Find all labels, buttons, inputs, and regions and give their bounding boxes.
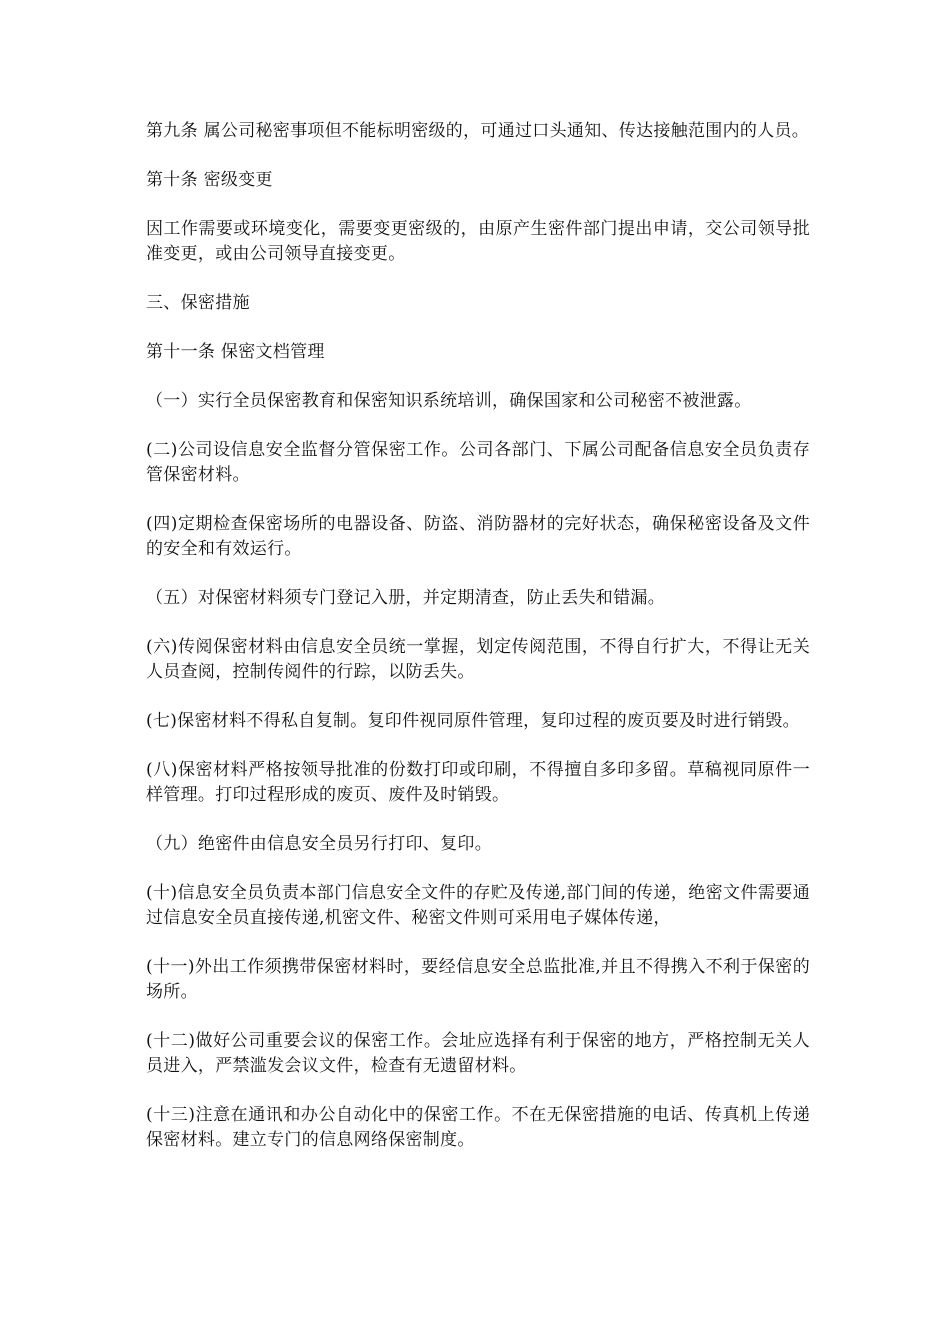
list-item-7: (七)保密材料不得私自复制。复印件视同原件管理，复印过程的废页要及时进行销毁。 [146, 711, 800, 731]
section-heading-3: 三、保密措施 [146, 293, 250, 313]
list-item-6: (六)传阅保密材料由信息安全员统一掌握，划定传阅范围，不得自行扩大，不得让无关人员查阅，控制传阅件的行踪，以防丢失。 [146, 637, 810, 682]
list-item-4: (四)定期检查保密场所的电器设备、防盗、消防器材的完好状态，确保秘密设备及文件的安全和有效运行。 [146, 514, 810, 559]
list-item-12: (十二)做好公司重要会议的保密工作。会址应选择有利于保密的地方，严格控制无关人员进入，严禁滥发会议文件，检查有无遗留材料。 [146, 1031, 810, 1076]
list-item-2: (二)公司设信息安全监督分管保密工作。公司各部门、下属公司配备信息安全员负责存管保密材料。 [146, 440, 810, 485]
paragraph-article-11-heading: 第十一条 保密文档管理 [146, 342, 325, 362]
paragraph-article-9: 第九条 属公司秘密事项但不能标明密级的，可通过口头通知、传达接触范围内的人员。 [146, 121, 810, 141]
list-item-11: (十一)外出工作须携带保密材料时，要经信息安全总监批准,并且不得携入不利于保密的场所。 [146, 957, 810, 1002]
paragraph-article-10-heading: 第十条 密级变更 [146, 170, 273, 190]
paragraph-article-10-body: 因工作需要或环境变化，需要变更密级的，由原产生密件部门提出申请，交公司领导批准变更，或由公司领导直接变更。 [146, 219, 810, 264]
list-item-9: （九）绝密件由信息安全员另行打印、复印。 [146, 834, 492, 854]
list-item-1: （一）实行全员保密教育和保密知识系统培训，确保国家和公司秘密不被泄露。 [146, 391, 752, 411]
list-item-13: (十三)注意在通讯和办公自动化中的保密工作。不在无保密措施的电话、传真机上传递保密材料。建立专门的信息网络保密制度。 [146, 1105, 810, 1150]
list-item-10: (十)信息安全员负责本部门信息安全文件的存贮及传递,部门间的传递，绝密文件需要通过信息安全员直接传递,机密文件、秘密文件则可采用电子媒体传递， [146, 883, 810, 928]
document-body [146, 119, 810, 1177]
list-item-5: （五）对保密材料须专门登记入册，并定期清查，防止丢失和错漏。 [146, 588, 665, 608]
list-item-8: (八)保密材料严格按领导批准的份数打印或印刷，不得擅自多印多留。草稿视同原件一样管理。打印过程形成的废页、废件及时销毁。 [146, 760, 810, 805]
